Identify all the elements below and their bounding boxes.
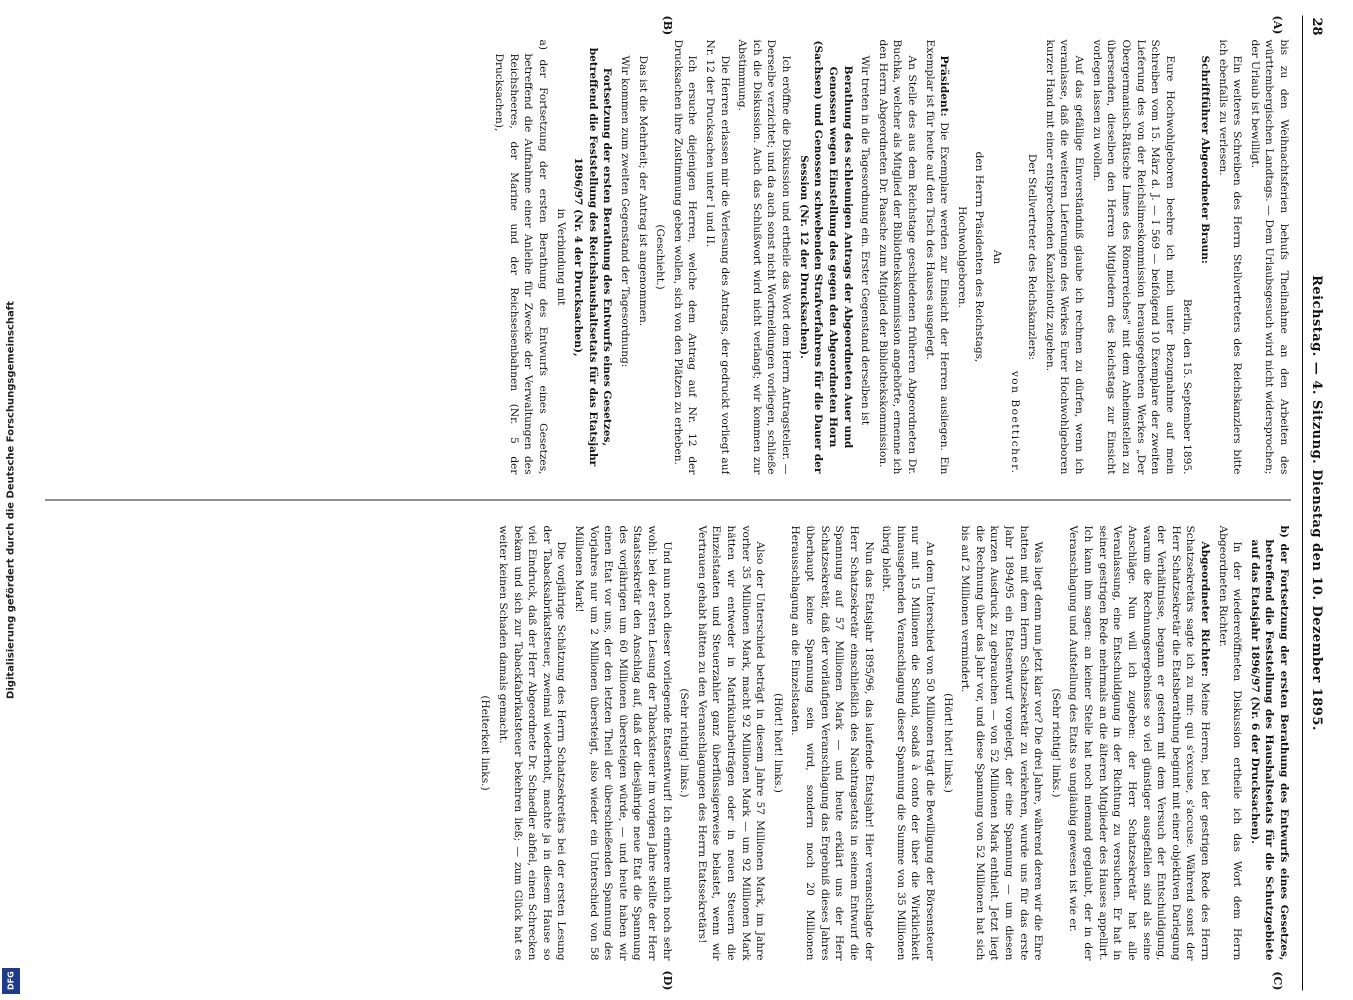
agenda-item: Berathung des schleunigen Antrags der Abgeordneten Auer und Genossen wegen Einstellung des gegen den Abgeordneten Horn (Sachsen) und Genossen schwebenden Strafverfahrens für die Dauer der Session (Nr. 12 der Drucksachen).	[797, 40, 854, 473]
paragraph: Nun das Etatsjahr 1895/96, das laufende Etatsjahr! Hier veranschlagte der Herr Schatzsekretär einschließlich des Nachtragsetats in seinem Entwurf die Spannung auf 57 Millionen Mark — und heute erklärt uns der Herr Schatzsekretär, daß der vorläufigen Veranschlagung das Ergebniß dieses Jahres überhaupt keine Spannung sein wird, sondern noch 20 Millionen Herausschlagung an die Einzelstaaten.	[789, 525, 875, 960]
speaker-name: Abgeordneter Richter:	[1198, 541, 1211, 677]
paragraph: Wir kommen zum zweiten Gegenstand der Tagesordnung:	[619, 55, 632, 367]
right-column	[45, 525, 1291, 960]
left-column	[45, 39, 1291, 474]
page-number: 28	[1309, 17, 1324, 36]
footer-strip	[0, 0, 22, 1000]
paragraph: Auf das gefällige Einverständniß glaube ich rechnen zu dürfen, wenn ich veranlasse, daß die weiteren Lieferungen des Werkes Eurer Hochwohlgeboren kurzer Hand mit einer entsprechenden Kanzleinotiz zugehen.	[1043, 39, 1086, 474]
paragraph: Ein weiteres Schreiben des Herrn Stellvertreters des Reichskanzlers bitte ich ebenfalls zu verlesen.	[1216, 39, 1244, 474]
interjection: (Heiterkeit links.)	[479, 694, 492, 791]
interjection: (Sehr richtig! links.)	[678, 687, 691, 798]
speaker-name: Schriftführer Abgeordneter Braun:	[1198, 55, 1211, 264]
margin-marker-c: (C)	[1271, 970, 1284, 990]
letter-date: Berlin, den 15. September 1895.	[1181, 298, 1194, 474]
paragraph: Ich ersuche diejenigen Herren, welche dem Antrag auf Nr. 12 der Drucksachen ihre Zustimmung geben wollen, sich von den Plätzen zu erheben.	[671, 39, 699, 474]
scanned-page	[35, 15, 1325, 990]
margin-marker-b: (B)	[661, 15, 674, 35]
signature-name: von Boetticher.	[1008, 370, 1021, 474]
running-head: Reichstag. — 4. Sitzung. Dienstag den 10. Dezember 1895.	[1309, 274, 1324, 731]
paragraph: Wir treten in die Tagesordnung ein. Erster Gegenstand derselben ist	[859, 55, 872, 425]
paragraph	[1066, 525, 1212, 960]
paragraph: In der wiedereröffneten Diskussion ertheile ich das Wort dem Herrn Abgeordneten Richter.	[1216, 525, 1244, 960]
paragraph: An dem Unterschied von 50 Millionen trägt die Bewilligung der Börsensteuer nur mit 15 Millionen die Schuld, sodaß à conto der über die Wirklichkeit hinausgehenden Veranschlagung dieser Spannung die Summe von 35 Millionen übrig bleibt.	[880, 525, 936, 960]
paragraph: Das ist die Mehrheit; der Antrag ist angenommen.	[636, 55, 649, 326]
paragraph: Also der Unterschied beträgt in diesem Jahre 57 Millionen Mark, im Jahre vorher 35 Millionen Mark, macht 92 Millionen Mark — um 92 Millionen Mark hätten wir entweder in Matrikularbeiträgen oder in neuen Steuern die Einzelstaaten und Steuerzahler ganz überflüssigerweise belastet, wenn wir Vertrauen gehabt hätten zu den Veranschlagungen des Herrn Etatssekretärs!	[695, 525, 767, 960]
paragraph	[922, 39, 951, 474]
paragraph-text: Meine Herren, bei der gestrigen Rede des Herrn Schatzsekretärs sagte ich zu mir: qui s'excuse, s'accuse. Während sonst der Herr Schatzsekretär die Etatsberathung beginnt mit einer objektiven Darlegung der Verhältnisse, begann er gestern mit dem Versuch der Entschuldigung, warum die Rechnungsergebnisse so viel günstiger ausgefallen sind als seine Anschläge. Nun will ich zugeben: der Herr Schatzsekretär hat alle Veranlassung, eine Entschuldigung in der Richtung zu versuchen. Er hat in seiner gestrigen Rede mehrmals an die älteren Mitglieder des Hauses appellirt. Ich kann ihm sagen: an keiner Stelle hat noch niemand geglaubt, der in der Veranschlagung und Aufstellung des Etats so ungläubig gewesen ist wie er.	[1067, 525, 1211, 960]
funding-notice: Digitalisierung gefördert durch die Deutsche Forschungsgemeinschaft	[5, 301, 17, 699]
paragraph: in Verbindung mit	[554, 208, 567, 305]
paragraph: Und nun noch dieser vorliegende Etatsentwurf! Ich erinnere mich noch sehr wohl: bei der ersten Lesung der Tabacksteuer im vorigen Jahre stellte der Herr Staatssekretär den Anschlag auf, daß der diesjährige neue Etat die Spannung des vorjährigen um 60 Millionen übersteigen würde, — und heute haben wir einen Etat vor uns, der den letzten Theil der überschießenden Spannung des Vorjahres nur um 2 Millionen übersteigt, also wieder ein Unterschied von 58 Millionen Mark!	[572, 525, 673, 960]
address-line: An	[991, 249, 1004, 264]
paragraph-text: Die Exemplare werden zur Einsicht der Herren ausliegen. Ein Exemplar ist für heute auf den Tisch des Hauses ausgelegt.	[923, 39, 951, 474]
signature-title: Der Stellvertreter des Reichskanzlers:	[1026, 153, 1039, 360]
agenda-item: Fortsetzung der ersten Berathung des Entwurfs eines Gesetzes, betreffend die Feststellung des Reichshaushaltsetats für das Etatsjahr 1896/97 (Nr. 4 der Drucksachen),	[572, 47, 614, 466]
interjection: (Sehr richtig! links.)	[1049, 687, 1062, 798]
paragraph: Ich eröffne die Diskussion und ertheile das Wort dem Herrn Antragsteller. — Derselbe verzichtet; und da auch sonst nicht Wortmeldungen vorliegen, schließe ich die Diskussion. Auch das Schlußwort wird nicht verlangt; wir kommen zur Abstimmung.	[736, 39, 793, 474]
paragraph: Die vorjährige Schätzung des Herrn Schatzsekretärs bei der ersten Lesung der Tabacksabrikatsteuer, zweimal wiederholt, machte ja in diesem Hause so viel Eindruck, daß der Herr Abgeordnete Dr. Schaedler abfiel, einen Schrecken bekam und sich zur Tabackfabrikatsteuer bekehren ließ; — zum Glück hat es weiter keinen Schaden damals gemacht.	[496, 525, 568, 960]
agenda-subitem: a) der Fortsetzung der ersten Berathung des Entwurfs eines Gesetzes, betreffend die Aufnahme einer Anleihe für Zwecke der Verwaltungen des Reichsheeres, der Marine und der Reichseisenbahnen (Nr. 5 der Drucksachen),	[493, 39, 549, 474]
speaker-name: Präsident:	[938, 55, 951, 117]
interjection: (Hört! hört! links.)	[771, 692, 784, 793]
paragraph: An Stelle des aus dem Reichstage geschiedenen früheren Abgeordneten Dr. Buchka, welcher als Mitglied der Bibliothekskommission angehörte, ernenne ich den Herrn Abgeordneten Dr. Paasche zum Mitglied der Bibliothekskommission.	[876, 39, 918, 474]
paragraph: Die Herren erlassen mir die Verlesung des Antrags, der gedruckt vorliegt auf Nr. 12 der Drucksachen unter I und II.	[704, 39, 731, 474]
address-line: Hochwohlgeboren.	[955, 205, 968, 308]
column-divider	[45, 499, 1291, 500]
paragraph: Was liegt denn nun jetzt klar vor? Die drei Jahre, während deren wir die Ehre hatten mit dem Herrn Schatzsekretär zu verkehren, wurde uns für das erste Jahr 1894/95 ein Etatsentwurf vorgelegt, der eine Spannung — um diesen kurzen Ausdruck zu gebrauchen — von 52 Millionen Mark enthielt. Jetzt liegt die Rechnung über das Jahr vor, und diese Spannung von 52 Millionen hat sich bis auf 2 Millionen vermindert.	[959, 525, 1045, 960]
paragraph: bis zu den Weihnachtsferien behufs Theilnahme an den Arbeiten des württembergischen Landtags. — Dem Urlaubsgesuch wird nicht widersprochen; der Urlaub ist bewilligt.	[1248, 39, 1290, 474]
stage-direction: (Geschieht.)	[654, 223, 667, 290]
margin-marker-d: (D)	[661, 970, 674, 990]
scanned-page-area	[30, 10, 1330, 995]
address-line: den Herrn Präsidenten des Reichstags,	[973, 151, 986, 362]
interjection: (Hört! hört! links.)	[941, 692, 954, 793]
margin-marker-a: (A)	[1271, 15, 1284, 34]
dfg-logo: DFG	[2, 968, 20, 994]
paragraph: Eure Hochwohlgeboren beehre ich mich unter Bezugnahme auf mein Schreiben vom 15. März d. J. — I 569 — beifolgend 10 Exemplare der zweiten Lieferung des von der Reichslimeskommission herausgegebenen Werkes „Der Obergermanisch-Rätische Limes des Römerreiches" mit dem Anheimstellen zu übersenden, dieselben den Herren Mitgliedern des Reichstags zur Einsicht vorlegen lassen zu wollen.	[1090, 39, 1176, 474]
page-header	[1302, 15, 1325, 990]
agenda-subitem: b) der Fortsetzung der ersten Berathung des Entwurfs eines Gesetzes, betreffend die Feststellung des Haushaltsetats für die Schutzgebiete auf das Etatsjahr 1896/97 (Nr. 6 der Drucksachen).	[1248, 525, 1290, 960]
